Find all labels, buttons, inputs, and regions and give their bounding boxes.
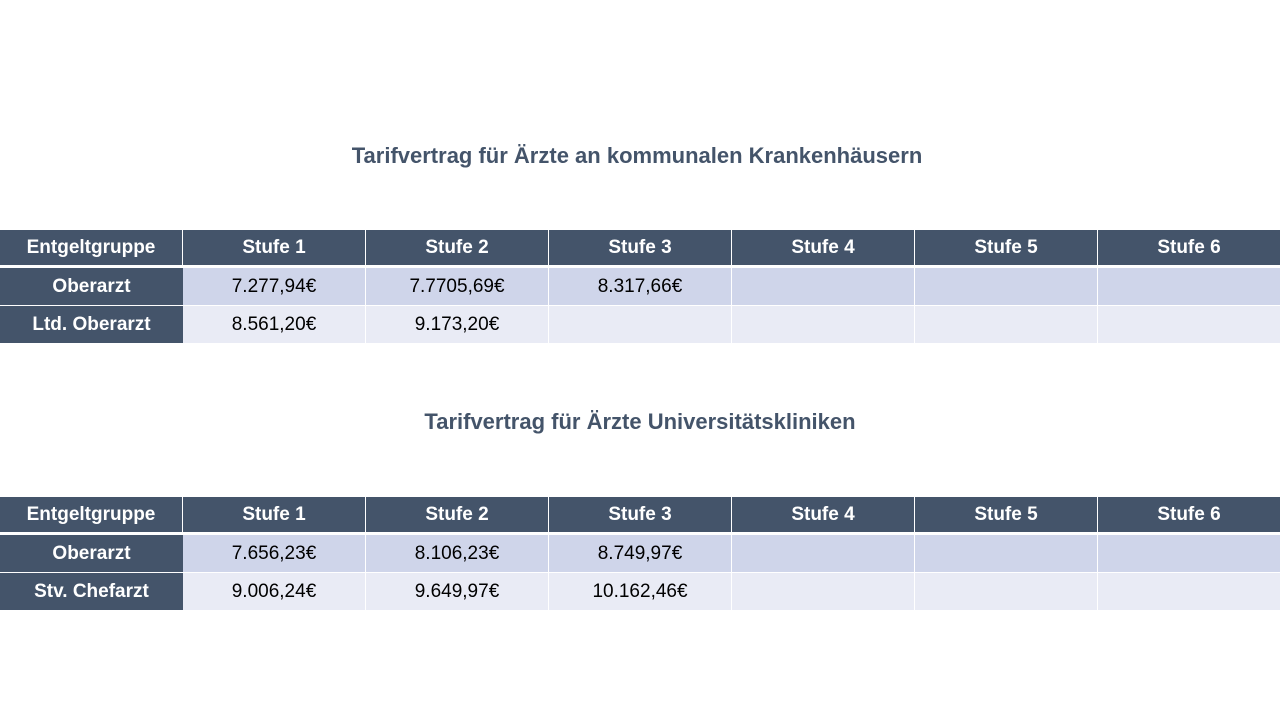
table-header-row (0, 497, 1280, 535)
table-cell (1098, 268, 1280, 306)
column-header-stufe-3: Stufe 3 (549, 497, 732, 535)
row-header: Oberarzt (0, 535, 183, 573)
column-header-stufe-6: Stufe 6 (1098, 230, 1280, 268)
column-header-stufe-4: Stufe 4 (732, 230, 915, 268)
table-cell (915, 573, 1098, 611)
table-cell (732, 535, 915, 573)
table-cell (732, 306, 915, 344)
row-header: Stv. Chefarzt (0, 573, 183, 611)
table-cell: 9.006,24€ (183, 573, 366, 611)
table-cell: 8.749,97€ (549, 535, 732, 573)
table-cell: 7.656,23€ (183, 535, 366, 573)
table-cell (732, 268, 915, 306)
row-header: Oberarzt (0, 268, 183, 306)
tariff-table-uniklinik (0, 497, 1280, 611)
table-cell: 9.649,97€ (366, 573, 549, 611)
table-row (0, 573, 1280, 611)
table-cell (915, 268, 1098, 306)
section-title-uniklinik: Tarifvertrag für Ärzte Universitätskliniken (424, 409, 856, 434)
table-cell: 7.7705,69€ (366, 268, 549, 306)
column-header-stufe-5: Stufe 5 (915, 230, 1098, 268)
table-cell (1098, 573, 1280, 611)
table-cell: 10.162,46€ (549, 573, 732, 611)
tariff-table-kommunal (0, 230, 1280, 344)
section-title-kommunal: Tarifvertrag für Ärzte an kommunalen Krankenhäusern (351, 143, 923, 168)
column-header-group: Entgeltgruppe (0, 497, 183, 535)
table-cell (1098, 306, 1280, 344)
table-cell: 9.173,20€ (366, 306, 549, 344)
table-cell: 7.277,94€ (183, 268, 366, 306)
column-header-stufe-2: Stufe 2 (366, 497, 549, 535)
table-header-row (0, 230, 1280, 268)
table-cell (915, 535, 1098, 573)
column-header-stufe-2: Stufe 2 (366, 230, 549, 268)
column-header-stufe-5: Stufe 5 (915, 497, 1098, 535)
column-header-stufe-4: Stufe 4 (732, 497, 915, 535)
row-header: Ltd. Oberarzt (0, 306, 183, 344)
table-cell (915, 306, 1098, 344)
table-row (0, 268, 1280, 306)
column-header-stufe-1: Stufe 1 (183, 497, 366, 535)
column-header-stufe-3: Stufe 3 (549, 230, 732, 268)
table-cell (732, 573, 915, 611)
table-row (0, 535, 1280, 573)
table-cell (549, 306, 732, 344)
column-header-stufe-1: Stufe 1 (183, 230, 366, 268)
table-cell: 8.317,66€ (549, 268, 732, 306)
column-header-stufe-6: Stufe 6 (1098, 497, 1280, 535)
table-cell: 8.106,23€ (366, 535, 549, 573)
table-cell: 8.561,20€ (183, 306, 366, 344)
table-cell (1098, 535, 1280, 573)
column-header-group: Entgeltgruppe (0, 230, 183, 268)
table-row (0, 306, 1280, 344)
